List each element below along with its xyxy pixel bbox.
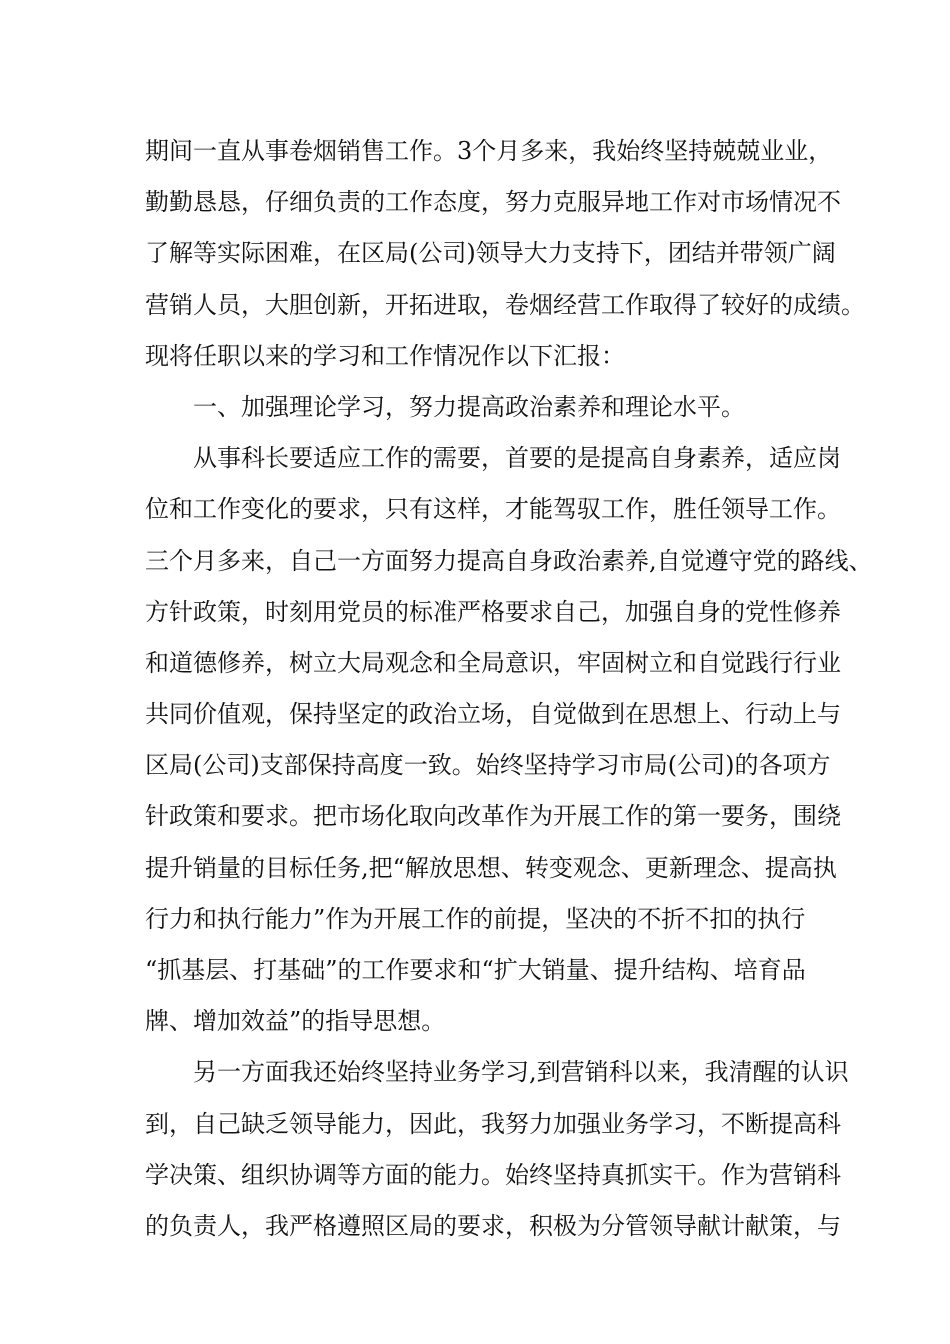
text-line: 牌、增加效益”的指导思想。 [145, 1007, 446, 1036]
text-line: 提升销量的目标任务,把“解放思想、转变观念、更新理念、提高执 [145, 853, 837, 882]
text-line: 区局(公司)支部保持高度一致。始终坚持学习市局(公司)的各项方 [145, 751, 831, 780]
text-line: 行力和执行能力”作为开展工作的前提，坚决的不折不扣的执行 [145, 904, 806, 933]
text-line: 另一方面我还始终坚持业务学习,到营销科以来，我清醒的认识 [193, 1058, 849, 1087]
text-line: “抓基层、打基础”的工作要求和“扩大销量、提升结构、培育品 [145, 956, 806, 984]
text-line: 方针政策，时刻用党员的标准严格要求自己，加强自身的党性修养 [145, 597, 841, 626]
text-line: 学决策、组织协调等方面的能力。始终坚持真抓实干。作为营销科 [145, 1160, 841, 1189]
text-line: 到，自己缺乏领导能力，因此，我努力加强业务学习，不断提高科 [145, 1109, 841, 1138]
text-line: 营销人员，大胆创新，开拓进取，卷烟经营工作取得了较好的成绩。 [145, 290, 865, 319]
text-line: 和道德修养，树立大局观念和全局意识，牢固树立和自觉践行行业 [145, 648, 841, 677]
text-line: 位和工作变化的要求，只有这样，才能驾驭工作，胜任领导工作。 [145, 495, 841, 524]
text-line: 期间一直从事卷烟销售工作。3个月多来，我始终坚持兢兢业业， [145, 137, 833, 165]
text-line: 现将任职以来的学习和工作情况作以下汇报： [145, 341, 625, 370]
text-line: 共同价值观，保持坚定的政治立场，自觉做到在思想上、行动上与 [145, 700, 841, 729]
document-body [145, 126, 873, 1252]
text-line: 针政策和要求。把市场化取向改革作为开展工作的第一要务，围绕 [145, 802, 841, 831]
text-line: 三个月多来，自己一方面努力提高自身政治素养,自觉遵守党的路线、 [145, 546, 873, 575]
text-line: 勤勤恳恳，仔细负责的工作态度，努力克服异地工作对市场情况不 [145, 188, 841, 217]
text-line: 从事科长要适应工作的需要，首要的是提高自身素养，适应岗 [193, 444, 841, 473]
text-line: 的负责人，我严格遵照区局的要求，积极为分管领导献计献策，与 [145, 1211, 841, 1240]
text-line: 了解等实际困难，在区局(公司)领导大力支持下，团结并带领广阔 [145, 239, 836, 268]
section-heading: 一、加强理论学习，努力提高政治素养和理论水平。 [193, 392, 745, 421]
